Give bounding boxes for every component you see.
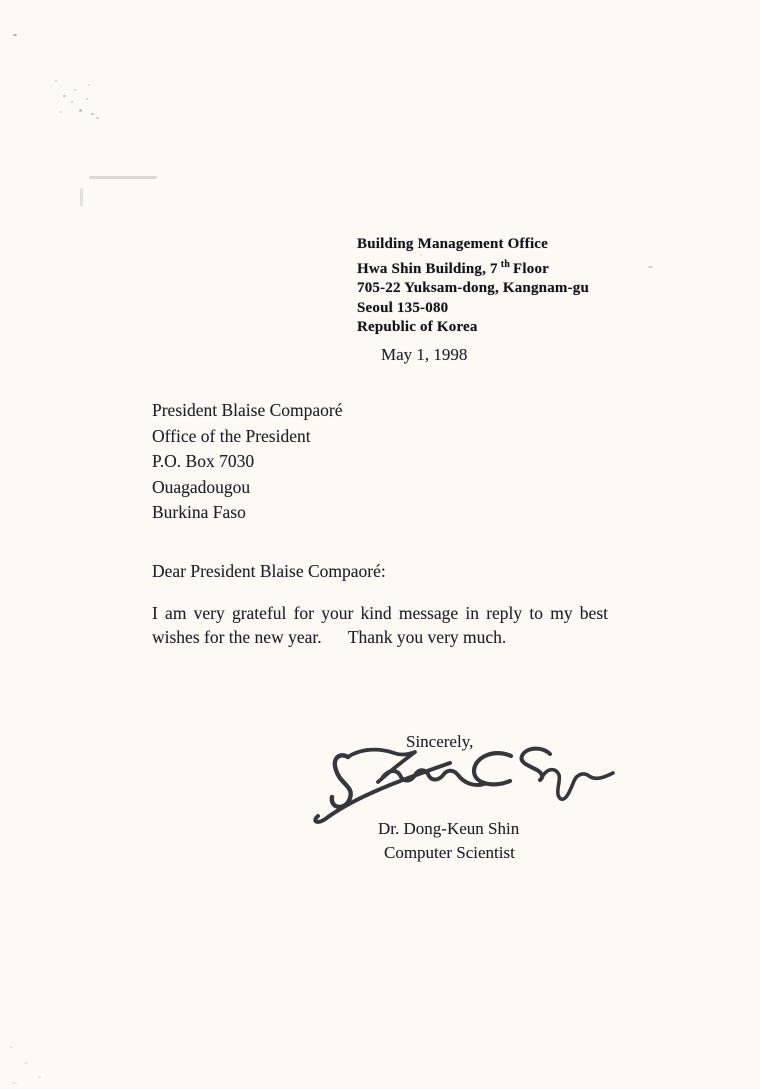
recipient-address-line: Ouagadougou [152, 476, 251, 497]
closing-line: Sincerely, [406, 732, 474, 751]
recipient-address-line: Office of the President [152, 425, 311, 446]
sender-address-block [357, 235, 589, 338]
recipient-address-line: P.O. Box 7030 [152, 451, 255, 471]
body-paragraph [152, 602, 608, 649]
recipient-address-line: President Blaise Compaoré [152, 400, 343, 420]
recipient-address-line: Burkina Faso [152, 502, 246, 522]
date-line: May 1, 1998 [381, 345, 468, 364]
sender-line2-text: Hwa Shin Building, 7 [357, 260, 498, 277]
signature-handwriting-icon [298, 743, 620, 825]
sender-address-line [357, 255, 589, 280]
body-line: I am very grateful for your kind message in reply to my best [152, 603, 608, 623]
ordinal-superscript: th [500, 258, 511, 270]
sender-line2-text-end: Floor [513, 260, 550, 277]
recipient-address-block [152, 398, 343, 526]
sender-address-line: Building Management Office [357, 236, 549, 252]
signer-title: Computer Scientist [384, 843, 515, 862]
sender-address-line: 705-22 Yuksam-dong, Kangnam-gu [357, 280, 590, 296]
salutation: Dear President Blaise Compaoré: [152, 561, 386, 581]
sender-address-line: Republic of Korea [357, 319, 478, 335]
signer-name: Dr. Dong-Keun Shin [378, 819, 520, 838]
body-line: wishes for the new year. Thank you very much. [152, 626, 507, 647]
sender-address-line: Seoul 135-080 [357, 299, 449, 316]
